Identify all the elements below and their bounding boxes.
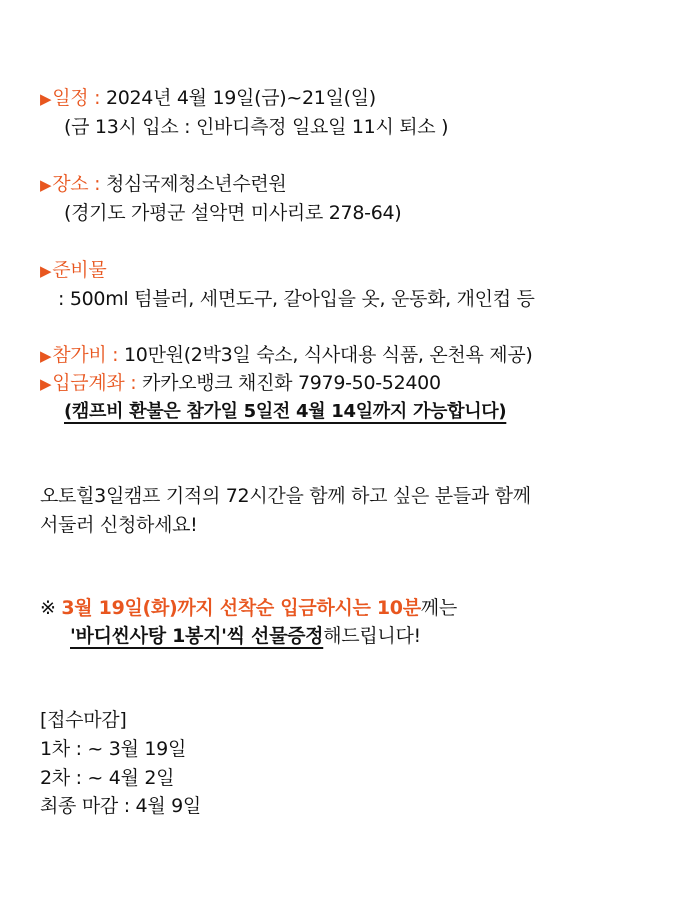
account-line — [40, 369, 441, 398]
fee-marker-icon: ▶ — [40, 347, 52, 365]
schedule-value: 2024년 4월 19일(금)~21일(일) — [100, 87, 376, 109]
place-label: 장소 : — [52, 173, 101, 195]
account-label: 입금계좌 : — [52, 372, 137, 394]
deadline-second: 2차 : ~ 4월 2일 — [40, 767, 175, 789]
place-detail: (경기도 가평군 설악면 미사리로 278-64) — [64, 202, 402, 224]
schedule-detail: (금 13시 입소 : 인바디측정 일요일 11시 퇴소 ) — [64, 116, 449, 138]
promo-highlight: 3월 19일(화)까지 선착순 입금하시는 10분 — [61, 597, 421, 619]
gift-highlight: '바디씬사탕 1봉지'씩 선물증정 — [70, 625, 324, 647]
deadline-title: [접수마감] — [40, 709, 127, 731]
promo-line — [40, 594, 457, 622]
gift-suffix: 해드립니다! — [323, 625, 421, 647]
gift-line — [64, 622, 421, 650]
schedule-marker-icon: ▶ — [40, 90, 52, 108]
account-marker-icon: ▶ — [40, 375, 52, 393]
schedule-label: 일정 : — [52, 87, 101, 109]
place-marker-icon: ▶ — [40, 176, 52, 194]
schedule-line — [40, 84, 376, 113]
promo-symbol: ※ — [40, 597, 62, 619]
intro-line-1: 오토힐3일캠프 기적의 72시간을 함께 하고 싶은 분들과 함께 — [40, 485, 531, 507]
fee-label: 참가비 : — [52, 344, 119, 366]
deadline-final: 최종 마감 : 4월 9일 — [40, 795, 201, 817]
place-value: 청심국제청소년수련원 — [100, 173, 287, 195]
promo-suffix: 께는 — [420, 597, 457, 619]
supplies-detail: : 500ml 텀블러, 세면도구, 갈아입을 옷, 운동화, 개인컵 등 — [58, 288, 535, 310]
fee-value: 10만원(2박3일 숙소, 식사대용 식품, 온천욕 제공) — [118, 344, 533, 366]
account-value: 카카오뱅크 채진화 7979-50-52400 — [136, 372, 441, 394]
fee-line — [40, 341, 532, 370]
supplies-line — [40, 256, 106, 285]
supplies-marker-icon: ▶ — [40, 262, 52, 280]
supplies-label: 준비물 — [52, 259, 107, 281]
deadline-first: 1차 : ~ 3월 19일 — [40, 738, 186, 760]
intro-line-2: 서둘러 신청하세요! — [40, 514, 198, 536]
refund-note: (캠프비 환불은 참가일 5일전 4월 14일까지 가능합니다) — [64, 401, 507, 422]
place-line — [40, 170, 286, 199]
